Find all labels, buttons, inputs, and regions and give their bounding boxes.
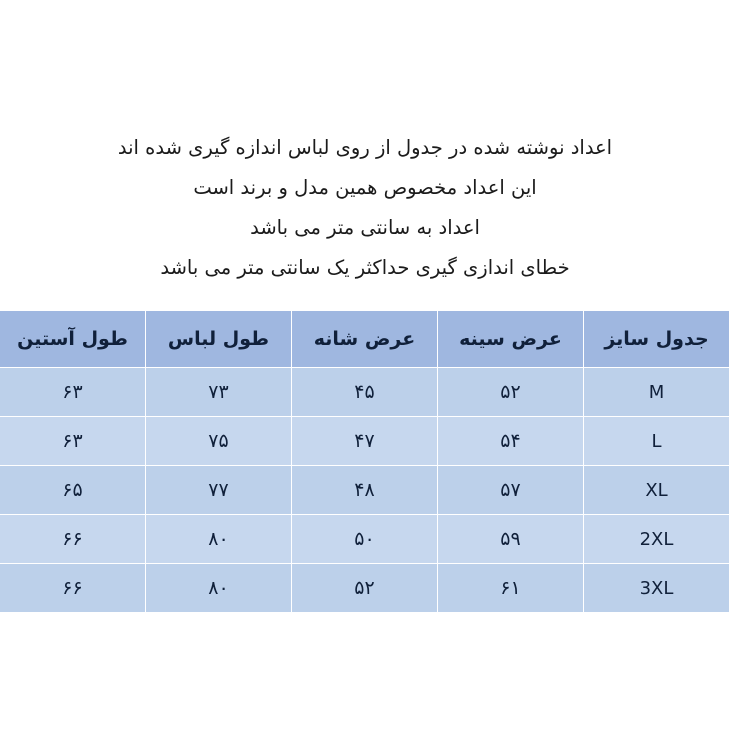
cell-chest: ۵۲ [438, 368, 584, 417]
header-sleeve: طول آستین [0, 311, 146, 368]
cell-shoulder: ۴۵ [292, 368, 438, 417]
notes-block [0, 128, 730, 288]
cell-shoulder: ۴۸ [292, 466, 438, 515]
table-head [0, 311, 730, 368]
cell-length: ۸۰ [146, 564, 292, 613]
cell-chest: ۵۷ [438, 466, 584, 515]
cell-sleeve: ۶۳ [0, 368, 146, 417]
note-line-1: اعداد نوشته شده در جدول از روی لباس اندازه گیری شده اند [117, 136, 613, 159]
cell-sleeve: ۶۳ [0, 417, 146, 466]
cell-size: M [584, 368, 730, 417]
cell-length: ۷۳ [146, 368, 292, 417]
header-length: طول لباس [146, 311, 292, 368]
table-header-row [0, 311, 730, 368]
cell-sleeve: ۶۶ [0, 564, 146, 613]
table-body [0, 368, 730, 613]
cell-sleeve: ۶۶ [0, 515, 146, 564]
cell-chest: ۵۴ [438, 417, 584, 466]
header-chest: عرض سینه [438, 311, 584, 368]
header-shoulder: عرض شانه [292, 311, 438, 368]
cell-length: ۸۰ [146, 515, 292, 564]
cell-sleeve: ۶۵ [0, 466, 146, 515]
note-line-3: اعداد به سانتی متر می باشد [250, 216, 480, 239]
size-table-container [0, 310, 730, 613]
table-row [0, 368, 730, 417]
note-line-4: خطای اندازی گیری حداکثر یک سانتی متر می باشد [160, 256, 570, 279]
cell-size: L [584, 417, 730, 466]
table-row [0, 564, 730, 613]
header-size: جدول سایز [584, 311, 730, 368]
cell-shoulder: ۴۷ [292, 417, 438, 466]
cell-length: ۷۷ [146, 466, 292, 515]
cell-chest: ۵۹ [438, 515, 584, 564]
note-line-2: این اعداد مخصوص همین مدل و برند است [193, 176, 537, 199]
table-row [0, 466, 730, 515]
cell-size: 3XL [584, 564, 730, 613]
cell-size: 2XL [584, 515, 730, 564]
table-row [0, 515, 730, 564]
cell-length: ۷۵ [146, 417, 292, 466]
cell-size: XL [584, 466, 730, 515]
cell-shoulder: ۵۰ [292, 515, 438, 564]
size-table [0, 310, 730, 613]
table-row [0, 417, 730, 466]
cell-shoulder: ۵۲ [292, 564, 438, 613]
cell-chest: ۶۱ [438, 564, 584, 613]
